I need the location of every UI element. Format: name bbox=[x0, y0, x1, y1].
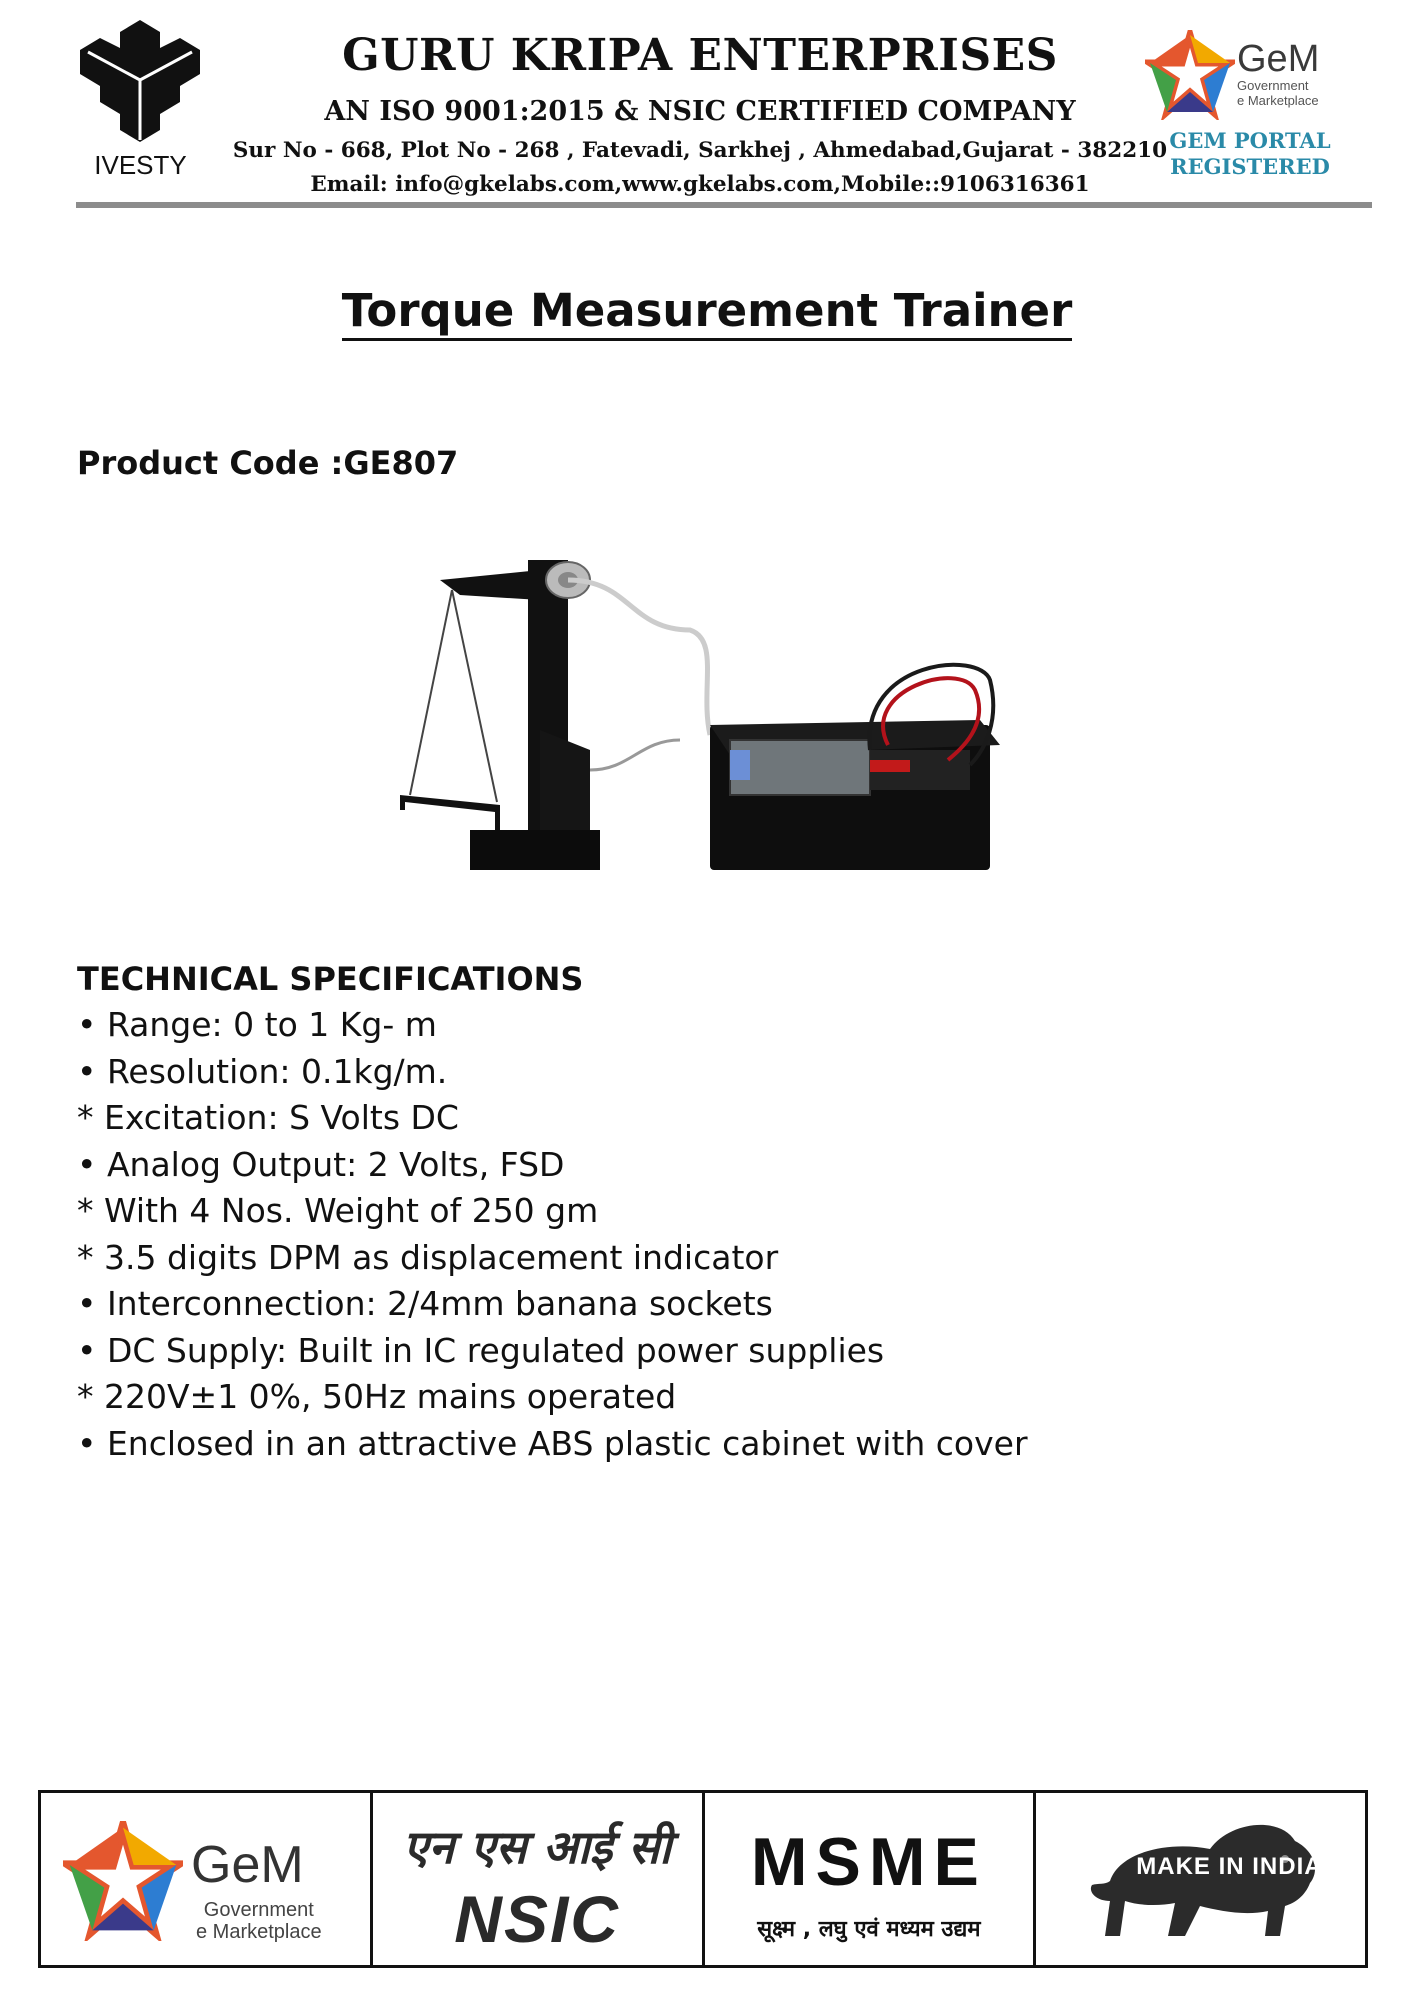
document-title bbox=[0, 284, 1414, 337]
technical-specifications-heading: TECHNICAL SPECIFICATIONS bbox=[77, 960, 584, 998]
gem-wordmark: GeM bbox=[1237, 38, 1320, 80]
gem-star-icon bbox=[1145, 30, 1235, 120]
header-divider bbox=[76, 202, 1372, 208]
certification-line: AN ISO 9001:2015 & NSIC CERTIFIED COMPANY bbox=[324, 96, 1076, 127]
spec-item: • Resolution: 0.1kg/m. bbox=[77, 1051, 448, 1091]
make-in-india-text: MAKE IN INDIA bbox=[1136, 1853, 1323, 1880]
ivesty-cube-icon bbox=[78, 18, 203, 148]
footer-gem-logo bbox=[41, 1793, 373, 1965]
document-title-text: Torque Measurement Trainer bbox=[342, 284, 1073, 341]
lion-icon bbox=[1080, 1811, 1340, 1951]
gem-subtitle-line1: Government bbox=[203, 1899, 314, 1921]
spec-item: * 3.5 digits DPM as displacement indicator bbox=[77, 1237, 779, 1277]
gem-subtitle bbox=[196, 1899, 322, 1943]
contact-line: Email: info@gkelabs.com,www.gkelabs.com,Mobile::9106316361 bbox=[310, 172, 1090, 197]
gem-portal-line1: GEM PORTAL bbox=[1169, 128, 1331, 153]
gem-wordmark: GeM bbox=[191, 1836, 304, 1894]
gem-star-icon bbox=[63, 1821, 183, 1941]
spec-item: * Excitation: S Volts DC bbox=[77, 1098, 459, 1137]
spec-item: • Range: 0 to 1 Kg- m bbox=[77, 1005, 437, 1044]
nsic-hindi-text: एन एस आई सी bbox=[403, 1820, 672, 1874]
gem-portal-line2: REGISTERED bbox=[1170, 154, 1330, 179]
msme-wordmark: MSME bbox=[750, 1824, 987, 1900]
spec-item: • Enclosed in an attractive ABS plastic cabinet with cover bbox=[77, 1423, 1028, 1463]
gem-subtitle-line2: e Marketplace bbox=[1237, 93, 1319, 108]
gem-subtitle-line1: Government bbox=[1237, 78, 1309, 93]
spec-list bbox=[77, 1002, 1028, 1467]
ivesty-wordmark: IVESTY bbox=[94, 150, 187, 180]
spec-item: • DC Supply: Built in IC regulated power supplies bbox=[77, 1330, 885, 1370]
gem-subtitle bbox=[1237, 78, 1319, 108]
spec-item: • Interconnection: 2/4mm banana sockets bbox=[77, 1284, 773, 1323]
company-name: GURU KRIPA ENTERPRISES bbox=[342, 30, 1058, 81]
footer-nsic-logo bbox=[373, 1793, 705, 1965]
footer-logo-strip bbox=[38, 1790, 1368, 1968]
footer-msme-logo bbox=[705, 1793, 1037, 1965]
msme-hindi-text: सूक्ष्म , लघु एवं मध्यम उद्यम bbox=[757, 1917, 981, 1942]
address-line: Sur No - 668, Plot No - 268 , Fatevadi, Sarkhej , Ahmedabad,Gujarat - 382210 bbox=[232, 138, 1168, 163]
spec-item: * 220V±1 0%, 50Hz mains operated bbox=[77, 1377, 677, 1416]
product-photo bbox=[400, 550, 1040, 890]
spec-item: • Analog Output: 2 Volts, FSD bbox=[77, 1144, 565, 1184]
spec-item: * With 4 Nos. Weight of 250 gm bbox=[77, 1191, 599, 1230]
product-code: Product Code :GE807 bbox=[77, 444, 459, 482]
gem-portal-badge bbox=[1150, 128, 1350, 180]
ivesty-logo bbox=[78, 18, 203, 183]
nsic-wordmark: NSIC bbox=[454, 1882, 620, 1956]
footer-make-in-india-logo bbox=[1036, 1793, 1365, 1965]
gem-subtitle-line2: e Marketplace bbox=[196, 1921, 322, 1943]
